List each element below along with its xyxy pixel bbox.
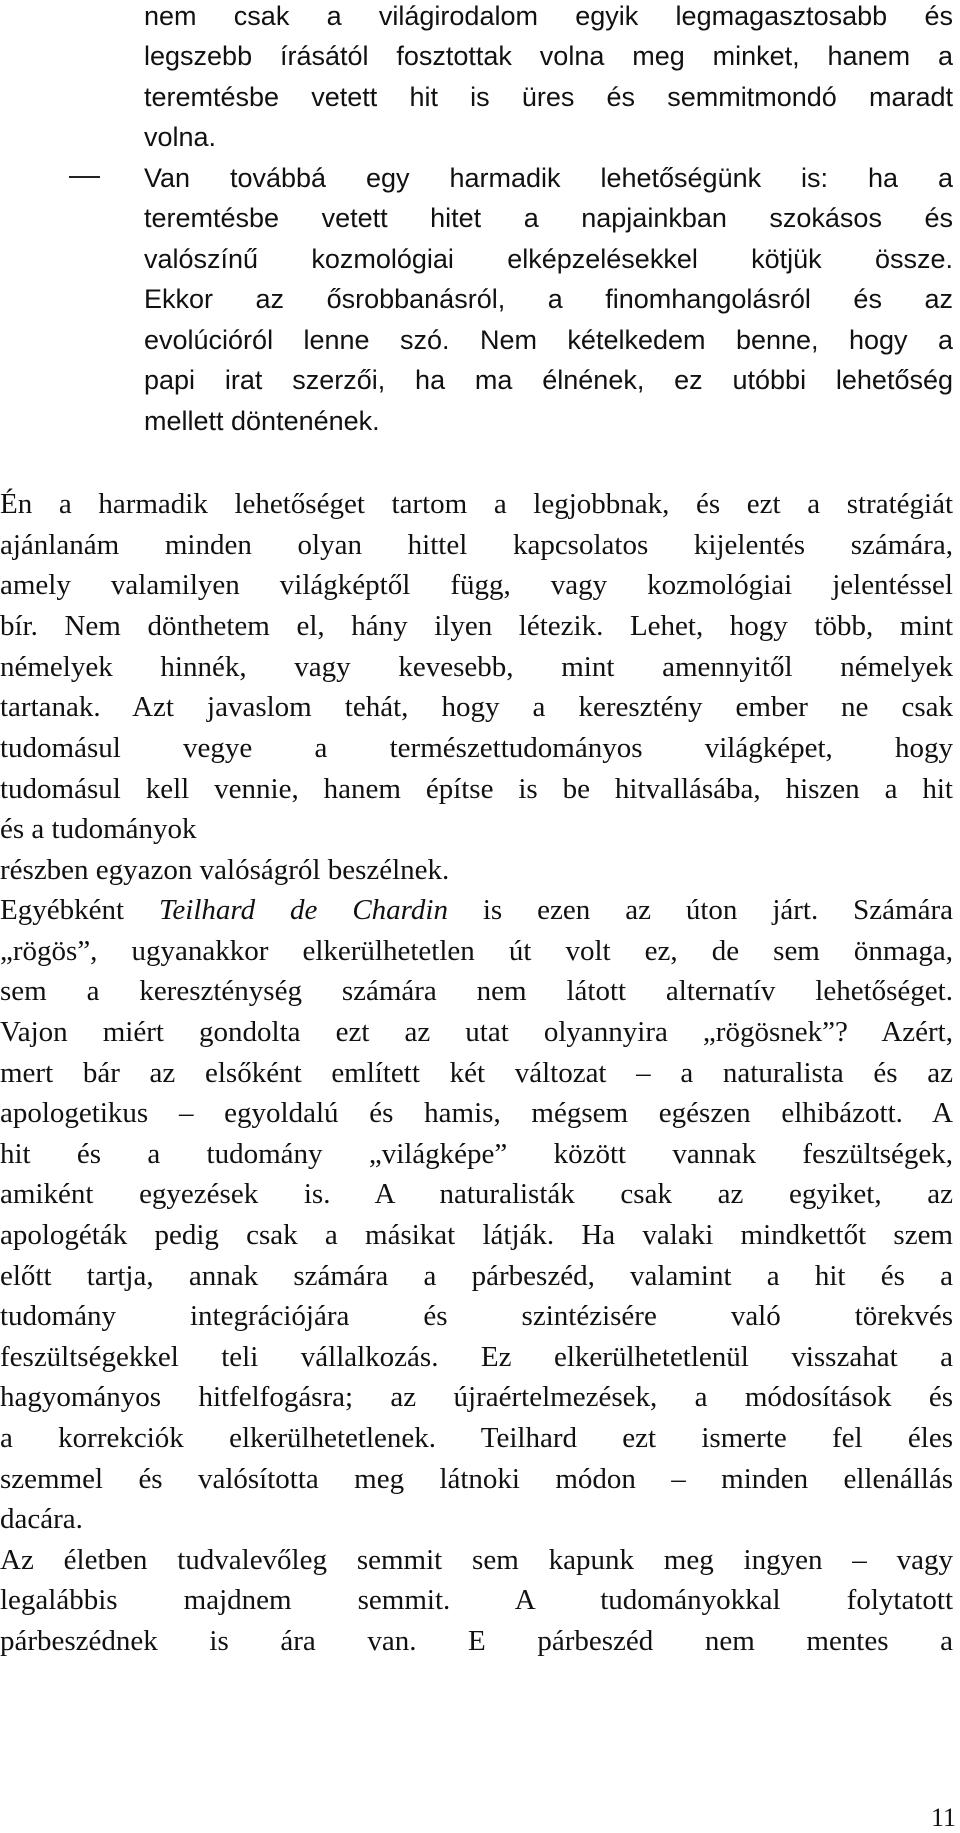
body-line: a korrekciók elkerülhetetlenek. Teilhard ezt ismerte fel éles [0, 1422, 953, 1454]
body-line: részben egyazon valóságról beszélnek. [0, 854, 450, 886]
body-line: feszültségekkel teli vállalkozás. Ez elkerülhetetlenül visszahat a [0, 1341, 953, 1373]
chardin-line [0, 890, 953, 931]
body-line: apologetikus – egyoldalú és hamis, mégsem egészen elhibázott. A [0, 1097, 953, 1129]
list-dash-marker [69, 176, 100, 178]
body-line: mert bár az elsőként említett két változat – a naturalista és az [0, 1057, 953, 1089]
list-item-line: evolúcióról lenne szó. Nem kételkedem benne, hogy a [144, 325, 953, 355]
teilhard-name-italic: Teilhard de Chardin [158, 894, 448, 926]
list-item-line: mellett döntenének. [144, 406, 380, 436]
body-line: bír. Nem dönthetem el, hány ilyen létezik. Lehet, hogy több, mint [0, 610, 953, 642]
body-line: párbeszédnek is ára van. E párbeszéd nem mentes a [0, 1625, 953, 1657]
body-line: tartanak. Azt javaslom tehát, hogy a keresztény ember ne csak [0, 691, 953, 723]
body-line: Én a harmadik lehetőséget tartom a legjobbnak, és ezt a stratégiát [0, 488, 953, 520]
body-line: amiként egyezések is. A naturalisták csak az egyiket, az [0, 1178, 953, 1210]
list-continued-line: volna. [144, 122, 217, 152]
body-line: sem a kereszténység számára nem látott alternatív lehetőséget. [0, 975, 953, 1007]
list-continued-line: teremtésbe vetett hit is üres és semmitmondó maradt [144, 82, 953, 112]
body-line: Az életben tudvalevőleg semmit sem kapunk meg ingyen – vagy [0, 1544, 953, 1576]
body-line: apologéták pedig csak a másikat látják. Ha valaki mindkettőt szem [0, 1219, 953, 1251]
list-item-line: Ekkor az ősrobbanásról, a finomhangolásról és az [144, 284, 953, 314]
list-item-line: valószínű kozmológiai elképzelésekkel kötjük össze. [144, 244, 953, 274]
body-line: amely valamilyen világképtől függ, vagy kozmológiai jelentéssel [0, 569, 953, 601]
body-line: hit és a tudomány „világképe” között vannak feszültségek, [0, 1138, 953, 1170]
body-line: szemmel és valósította meg látnoki módon – minden ellenállás [0, 1463, 953, 1495]
body-line: tudomány integrációjára és szintézisére való törekvés [0, 1300, 953, 1332]
body-line: ajánlanám minden olyan hittel kapcsolatos kijelentés számára, [0, 529, 953, 561]
list-item-line: Van továbbá egy harmadik lehetőségünk is: ha a [144, 163, 953, 193]
page-number: 11 [930, 1803, 956, 1832]
list-continued-line: nem csak a világirodalom egyik legmagasztosabb és [144, 1, 953, 31]
body-line: Vajon miért gondolta ezt az utat olyannyira „rögösnek”? Azért, [0, 1016, 953, 1048]
body-line: „rögös”, ugyanakkor elkerülhetetlen út volt ez, de sem önmaga, [0, 935, 953, 967]
list-item-line: papi irat szerzői, ha ma élnének, ez utóbbi lehetőség [144, 365, 953, 395]
chardin-line-before: Egyébként [0, 894, 159, 926]
list-item-line: teremtésbe vetett hitet a napjainkban szokásos és [144, 203, 953, 233]
body-line: legalábbis majdnem semmit. A tudományokkal folytatott [0, 1584, 953, 1616]
body-line: és a tudományok [0, 813, 197, 845]
body-line: tudomásul kell vennie, hanem építse is be hitvallásába, hiszen a hit [0, 773, 953, 805]
body-line: dacára. [0, 1503, 83, 1535]
body-line: némelyek hinnék, vagy kevesebb, mint amennyitől némelyek [0, 651, 953, 683]
body-line: hagyományos hitfelfogásra; az újraértelmezések, a módosítások és [0, 1381, 953, 1413]
list-continued-line: legszebb írásától fosztottak volna meg minket, hanem a [144, 41, 953, 71]
body-line: tudomásul vegye a természettudományos világképet, hogy [0, 732, 953, 764]
body-line: előtt tartja, annak számára a párbeszéd, valamint a hit és a [0, 1260, 953, 1292]
chardin-line-after: is ezen az úton járt. Számára [447, 894, 953, 926]
